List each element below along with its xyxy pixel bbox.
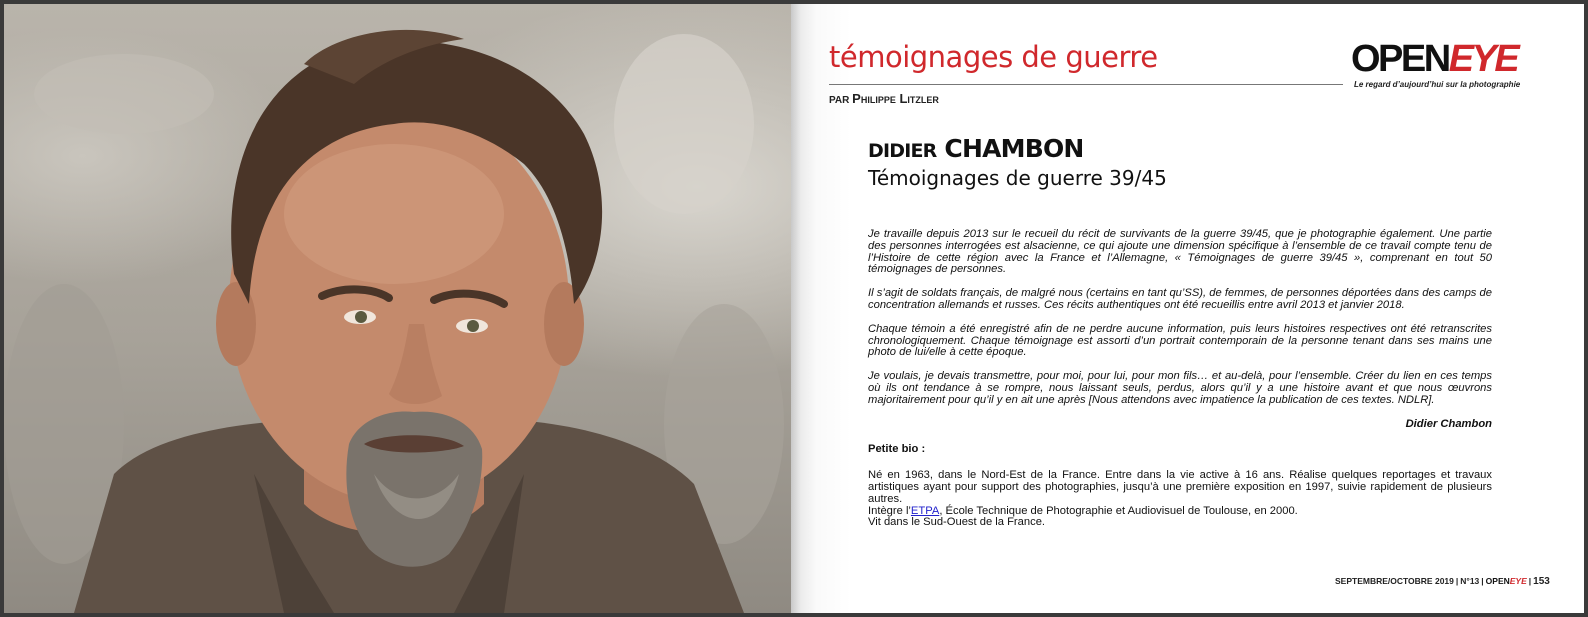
magazine-spread <box>4 4 1584 613</box>
paragraph: Je travaille depuis 2013 sur le recueil du récit de survivants de la guerre 39/45, que je photographie également. Une partie des personnes interrogées est alsacienne, ce qui ajoute une dimension spécifique à l’ensemble de ce travail compte tenu de l’Histoire de cette région avec la France et l’Allemagne, « Témoignages de guerre 39/45 », comprenant en tout 50 témoignages de personnes. <box>868 228 1492 276</box>
bio-heading: Petite bio : <box>868 443 926 456</box>
article-name <box>868 134 1084 163</box>
bio-line2-prefix: Intègre l’ <box>868 504 911 517</box>
issue-date: SEPTEMBRE/OCTOBRE 2019 <box>1335 576 1454 586</box>
bio-text: Né en 1963, dans le Nord-Est de la France. Entre dans la vie active à 16 ans. Réalise quelques reportages et travaux artistiques ayant pour support des photographies, jusqu’à une première exposition en 1997, suivie rapidement de plusieurs autres. <box>868 469 1492 505</box>
paragraph: Chaque témoin a été enregistré afin de ne perdre aucune information, puis leurs histoires respectives ont été retranscrites chronologiquement. Chaque témoignage est assorti d’un portrait contemporain de la personne tenant dans ses mains une photo de lui/elle à cette époque. <box>868 322 1492 359</box>
page-number: 153 <box>1533 576 1550 587</box>
portrait-illustration <box>4 4 791 613</box>
logo-eye: EYE <box>1448 38 1518 80</box>
logo-open: OPEN <box>1351 38 1449 80</box>
portrait-photo <box>4 4 791 613</box>
logo-tagline: Le regard d’aujourd’hui sur la photographie <box>1354 80 1521 89</box>
paragraph: Je voulais, je devais transmettre, pour moi, pour lui, pour mon fils… et au-delà, pour l’ensemble. Créer du lien en ces temps où ils ont tendance à se rompre, nous laissant seuls, perdus, alors qu’il y a une histoire avant et que nous œuvrons majoritairement pour qu’il y en ait une après [Nous attendons avec impatience la publication de ces textes. NDLR]. <box>868 370 1492 406</box>
issue-number: N°13 <box>1460 576 1480 586</box>
name-last: CHAMBON <box>944 134 1084 163</box>
name-first: DIDIER <box>868 140 937 162</box>
openeye-logo <box>1351 40 1541 89</box>
byline-author: Philippe Litzler <box>852 91 939 106</box>
bio-line2-suffix: , École Technique de Photographie et Audiovisuel de Toulouse, en 2000. <box>939 504 1298 517</box>
logo-wordmark <box>1351 40 1541 78</box>
footer-mag-open: OPEN <box>1485 576 1510 586</box>
paragraph: Il s’agit de soldats français, de malgré nous (certains en tant qu’SS), de femmes, de personnes déportées dans des camps de concentration allemands et russes. Ces récits authentiques ont été recueillis entre avril 2013 et janvier 2018. <box>868 287 1492 311</box>
byline <box>829 91 939 106</box>
section-title: témoignages de guerre <box>829 40 1158 74</box>
page-footer: SEPTEMBRE/OCTOBRE 2019 | N°13 | OPENEYE | 153 <box>1335 576 1550 587</box>
etpa-link[interactable]: ETPA <box>910 504 940 517</box>
header-rule <box>829 84 1343 85</box>
article-body <box>868 229 1492 529</box>
bio-line-residence: Vit dans le Sud-Ouest de la France. <box>868 516 1046 529</box>
article-page <box>791 4 1584 613</box>
article-subtitle: Témoignages de guerre 39/45 <box>868 166 1167 190</box>
footer-mag-eye: EYE <box>1509 576 1527 586</box>
byline-prefix: PAR <box>829 95 850 106</box>
signature: Didier Chambon <box>1405 417 1492 430</box>
